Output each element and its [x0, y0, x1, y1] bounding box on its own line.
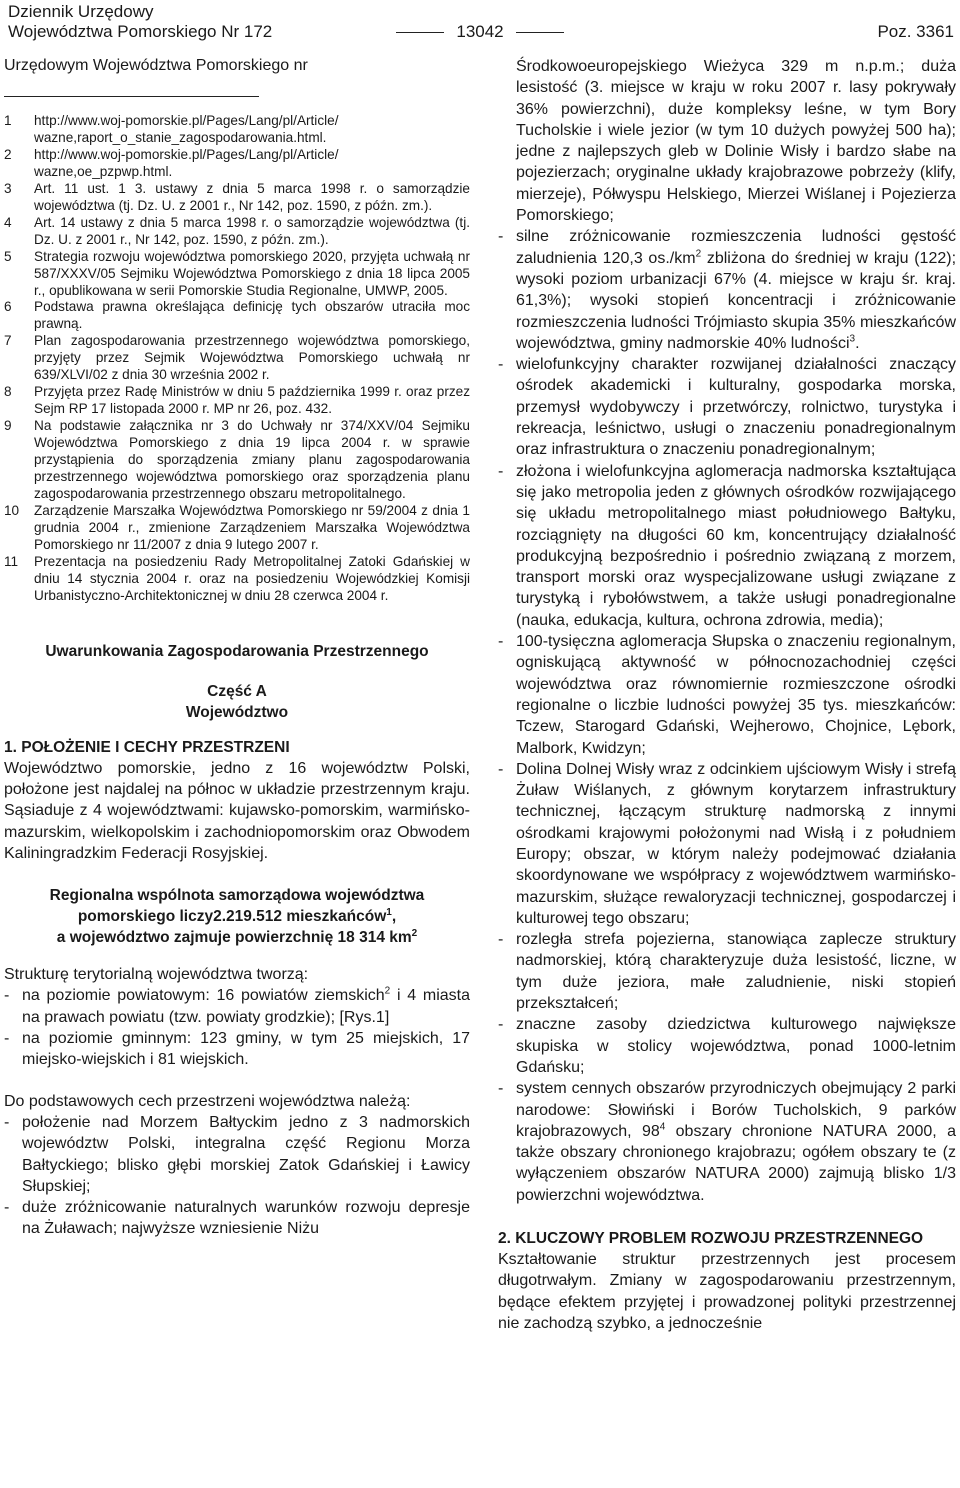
footnote-text: http://www.woj-pomorskie.pl/Pages/Lang/pl/Article/ wazne,raport_o_stanie_zagospodarowania.html.	[34, 113, 339, 145]
footnote-number: 5	[4, 248, 12, 264]
footnote-text: Strategia rozwoju województwa pomorskiego 2020, przyjęta uchwałą nr 587/XXXV/05 Sejmiku Województwa Pomorskiego z dnia 18 lipca 2005 r., opublikowana w serii Pomorskie Studia Regionalne, UMWP, 2005.	[34, 248, 470, 298]
features-list-natura	[498, 1078, 956, 1206]
features-list-right-more	[498, 354, 956, 1078]
footnote-number: 10	[4, 502, 20, 518]
left-column	[4, 56, 470, 1240]
footnote-item	[4, 181, 470, 215]
page-header	[4, 0, 956, 44]
page-number: 13042	[4, 22, 956, 42]
section2-text: Kształtowanie struktur przestrzennych jest procesem długotrwałym. Zmiany w zagospodarowaniu przestrzennym, będące efektem przyjętej i prowadzonej polityki przestrzennej nie zachodzą szybko, a jednocześnie	[498, 1251, 956, 1332]
footnote-number: 8	[4, 384, 12, 400]
footnote-number: 2	[4, 146, 12, 162]
footnote-list	[4, 113, 470, 605]
list-item: - duże zróżnicowanie naturalnych warunków rozwoju depresje na Żuławach; najwyższe wzniesienie Niżu	[4, 1197, 470, 1240]
footnote-number: 1	[4, 113, 12, 128]
footnote-item	[4, 113, 470, 147]
part-subheading: Województwo	[185, 703, 289, 721]
section1-title: 1. POŁOŻENIE I CECHY PRZESTRZENI	[4, 738, 290, 756]
part-heading: Część A	[207, 682, 267, 700]
footnote-intro: Urzędowym Województwa Pomorskiego nr	[4, 57, 308, 74]
footnote-text: Podstawa prawna określająca definicję tych obszarów utraciła moc prawną.	[34, 299, 470, 332]
section2-title: 2. KLUCZOWY PROBLEM ROZWOJU PRZESTRZENNEGO	[498, 1230, 924, 1248]
footnote-item	[4, 503, 470, 554]
position-number: Poz. 3361	[877, 22, 954, 41]
list-item: - wielofunkcyjny charakter rozwijanej działalności znaczący ośrodek akademicki i kulturalny, gospodarka morska, przemysł wydobywczy i przetwórczy, rolnictwo, turystyka i rekreacja, leśnictwo, usługi o znaczeniu ponadregionalnym oraz infrastruktura o znaczeniu ponadregionalnym;	[498, 354, 956, 460]
list-item: - położenie nad Morzem Bałtyckim jedno z 3 nadmorskich województw Polski, integralna część Regionu Morza Bałtyckiego; blisko głębi morskiej Zatok Gdańskiej i Ławicy Słupskiej;	[4, 1112, 470, 1197]
list-item: - 100-tysięczna aglomeracja Słupska o znaczeniu regionalnym, ogniskującą aktywność w północnozachodniej części województwa oraz równomiernie rozmieszczone ośrodki regionalne o liczbie ludności powyżej 35 tys. mieszkańców: Tczew, Starogard Gdański, Wejherowo, Chojnice, Lębork, Malbork, Kwidzyn;	[498, 631, 956, 759]
list-item: - złożona i wielofunkcyjna aglomeracja nadmorska kształtująca się jako metropolia jeden z głównych ośrodków rozwijającego się układu metropolitalnego miast południowego Bałtyku, rozciągnięty na długości 60 km, koncentrujący działalność produkcyjną bezpośrednio i pośrednio związaną z morzem, transport morski oraz wyspecjalizowane usługi związane z turystyką i rybołówstwem, a także usługi ponadregionalne (nauka, edukacja, kultura, ochrona zdrowia, media);	[498, 461, 956, 631]
footnote-item	[4, 418, 470, 503]
list-item: - Dolina Dolnej Wisły wraz z odcinkiem ujściowym Wisły i strefą Żuław Wiślanych, z głównym korytarzem infrastruktury technicznej, łączącym strukturę nadmorską z innymi ośrodkami krajowymi położonymi nad Wisłą i z południem Europy; obszar, w którym należy podejmować działania skoordynowane we współpracy z województwem warmińsko-mazurskim, służące rewaloryzacji technicznej, gospodarczej i kulturowej tego obszaru;	[498, 759, 956, 929]
footnote-text: Art. 14 ustawy z dnia 5 marca 1998 r. o samorządzie województwa (tj. Dz. U. z 2001 r., Nr 142, poz. 1590, z późn. zm.).	[34, 214, 470, 247]
stat-line1: Regionalna wspólnota samorządowa województwa	[49, 887, 425, 905]
continuation-text: Środkowoeuropejskiego Wieżyca 329 m n.p.m.; duża lesistość (3. miejsce w kraju w roku 2007 r. lasy pokrywały 36% powierzchni), duże kompleksy leśne, w tym Bory Tucholskie i wiele jezior (w tym 10 dużych powyżej 500 ha); jedne z najlepszych gleb w Dolinie Wisły i bardzo słabe na pojezierzach; oryginalne układy krajobrazowe pobrzeży (klify, mierzeje), Półwyspu Helskiego, Mierzei Wiślanej i Pojezierza Pomorskiego;	[516, 58, 956, 225]
list-item: - znaczne zasoby dziedzictwa kulturowego największe skupiska w stolicy województwa, ponad 1000-letnim Gdańsku;	[498, 1014, 956, 1078]
structure-intro: Strukturę terytorialną województwa tworzą:	[4, 966, 309, 984]
list-item: - na poziomie gminnym: 123 gminy, w tym 25 miejskich, 17 miejsko-wiejskich i 81 wiejskich.	[4, 1028, 470, 1071]
footnote-number: 9	[4, 418, 12, 434]
footnote-number: 4	[4, 214, 12, 230]
footnote-number: 3	[4, 180, 12, 196]
footnote-item	[4, 249, 470, 300]
footnote-item	[4, 384, 470, 418]
stat-heading: Regionalna wspólnota samorządowa województwa pomorskiego liczy2.219.512 mieszkańców$^1$, a województwo zajmuje powierzchnię 18 314 $km^2$	[49, 887, 425, 947]
footnote-text: Art. 11 ust. 1 3. ustawy z dnia 5 marca 1998 r. o samorządzie województwa (tj. Dz. U. z 2001 r., Nr 142, poz. 1590, z późn. zm.).	[34, 180, 470, 213]
section1-text: Województwo pomorskie, jedno z 16 województw Polski, położone jest najdalej na północ w układzie przestrzennym kraju. Sąsiaduje z 4 województwami: kujawsko-pomorskim, warmińsko-mazurskim, wielkopolskim i zachodniopomorskim oraz Obwodem Kaliningradzkim Federacji Rosyjskiej.	[4, 759, 470, 862]
footnote-item	[4, 147, 470, 181]
list-item: - rozległa strefa pojezierna, stanowiąca zaplecze struktury nadmorskiej, którą charakteryzuje duża lesistość, liczne, w tym duże jeziora, małe zaludnienie, niski stopień przekształceń;	[498, 929, 956, 1014]
features-intro: Do podstawowych cech przestrzeni województwa należą:	[4, 1092, 411, 1110]
features-list-left	[4, 1112, 470, 1240]
footnote-text: Zarządzenie Marszałka Województwa Pomorskiego nr 59/2004 z dnia 1 grudnia 2004 r., zmienione Zarządzeniem Marszałka Województwa Pomorskiego nr 11/2007 z dnia 9 lutego 2007 r.	[34, 502, 470, 552]
footnote-text: Na podstawie załącznika nr 3 do Uchwały nr 374/XXV/04 Sejmiku Województwa Pomorskiego z dnia 19 lipca 2004 r. w sprawie przystąpienia do sporządzenia zmiany planu zagospodarowania przestrzennego województwa pomorskiego oraz sporządzenia planu zagospodarowania przestrzennego obszaru metropolitalnego.	[34, 418, 470, 501]
footnote-item	[4, 333, 470, 384]
footnote-item	[4, 215, 470, 249]
footnote-text: http://www.woj-pomorskie.pl/Pages/Lang/pl/Article/ wazne,oe_pzpwp.html.	[34, 146, 339, 179]
publisher-line: Województwa Pomorskiego Nr 172	[8, 22, 273, 41]
structure-list	[4, 985, 470, 1070]
footnote-item	[4, 299, 470, 333]
footnote-rule	[4, 96, 259, 97]
footnote-text: Prezentacja na posiedzeniu Rady Metropolitalnej Zatoki Gdańskiej w dniu 14 stycznia 2004 r. oraz na posiedzeniu Wojewódzkiej Komisji Urbanistyczno-Architektonicznej w dniu 28 czerwca 2004 r.	[34, 553, 470, 603]
list-item: - system cennych obszarów przyrodniczych obejmujący 2 parki narodowe: Słowiński i Borów Tucholskich, 9 parków krajobrazowych, $98^4$ obszary chronione NATURA 2000, a także obszary chronionego krajobrazu; ogółem obszary te (z wyłączeniem obszarów NATURA 2000) zajmują blisko 1/3 powierzchni województwa.	[498, 1078, 956, 1206]
footnote-text: Plan zagospodarowania przestrzennego województwa pomorskiego, przyjęty przez Sejmik Województwa Pomorskiego uchwałą nr 639/XLVI/02 z dnia 30 września 2002 r.	[34, 333, 470, 383]
journal-title: Dziennik Urzędowy	[8, 2, 154, 21]
footnote-text: Przyjęta przez Radę Ministrów w dniu 5 października 1999 r. oraz przez Sejm RP 17 listopada 2000 r. MP nr 26, poz. 432.	[34, 384, 470, 417]
footnote-number: 11	[4, 553, 19, 569]
features-list-right	[498, 226, 956, 354]
footnote-number: 7	[4, 333, 12, 349]
list-item: - silne zróżnicowanie rozmieszczenia ludności gęstość zaludnienia 120,3 $os./km^2$ zbliżona do średniej w kraju (122); wysoki poziom urbanizacji 67% (4. miejsce w kraju śr. kraj. 61,3%); wysoki stopień koncentracji i zróżnicowanie rozmieszczenia ludności Trójmiasto skupia 35% mieszkańców województwa, gminy nadmorskie 40% ludności$^3$.	[498, 226, 956, 354]
footnote-item	[4, 554, 470, 605]
right-column	[498, 56, 956, 1334]
footnote-number: 6	[4, 299, 12, 315]
list-item: - na poziomie powiatowym: 16 powiatów ziemskich$^2$ i 4 miasta na prawach powiatu (tzw. powiaty grodzkie); [Rys.1]	[4, 985, 470, 1028]
main-heading: Uwarunkowania Zagospodarowania Przestrzennego	[45, 642, 429, 660]
